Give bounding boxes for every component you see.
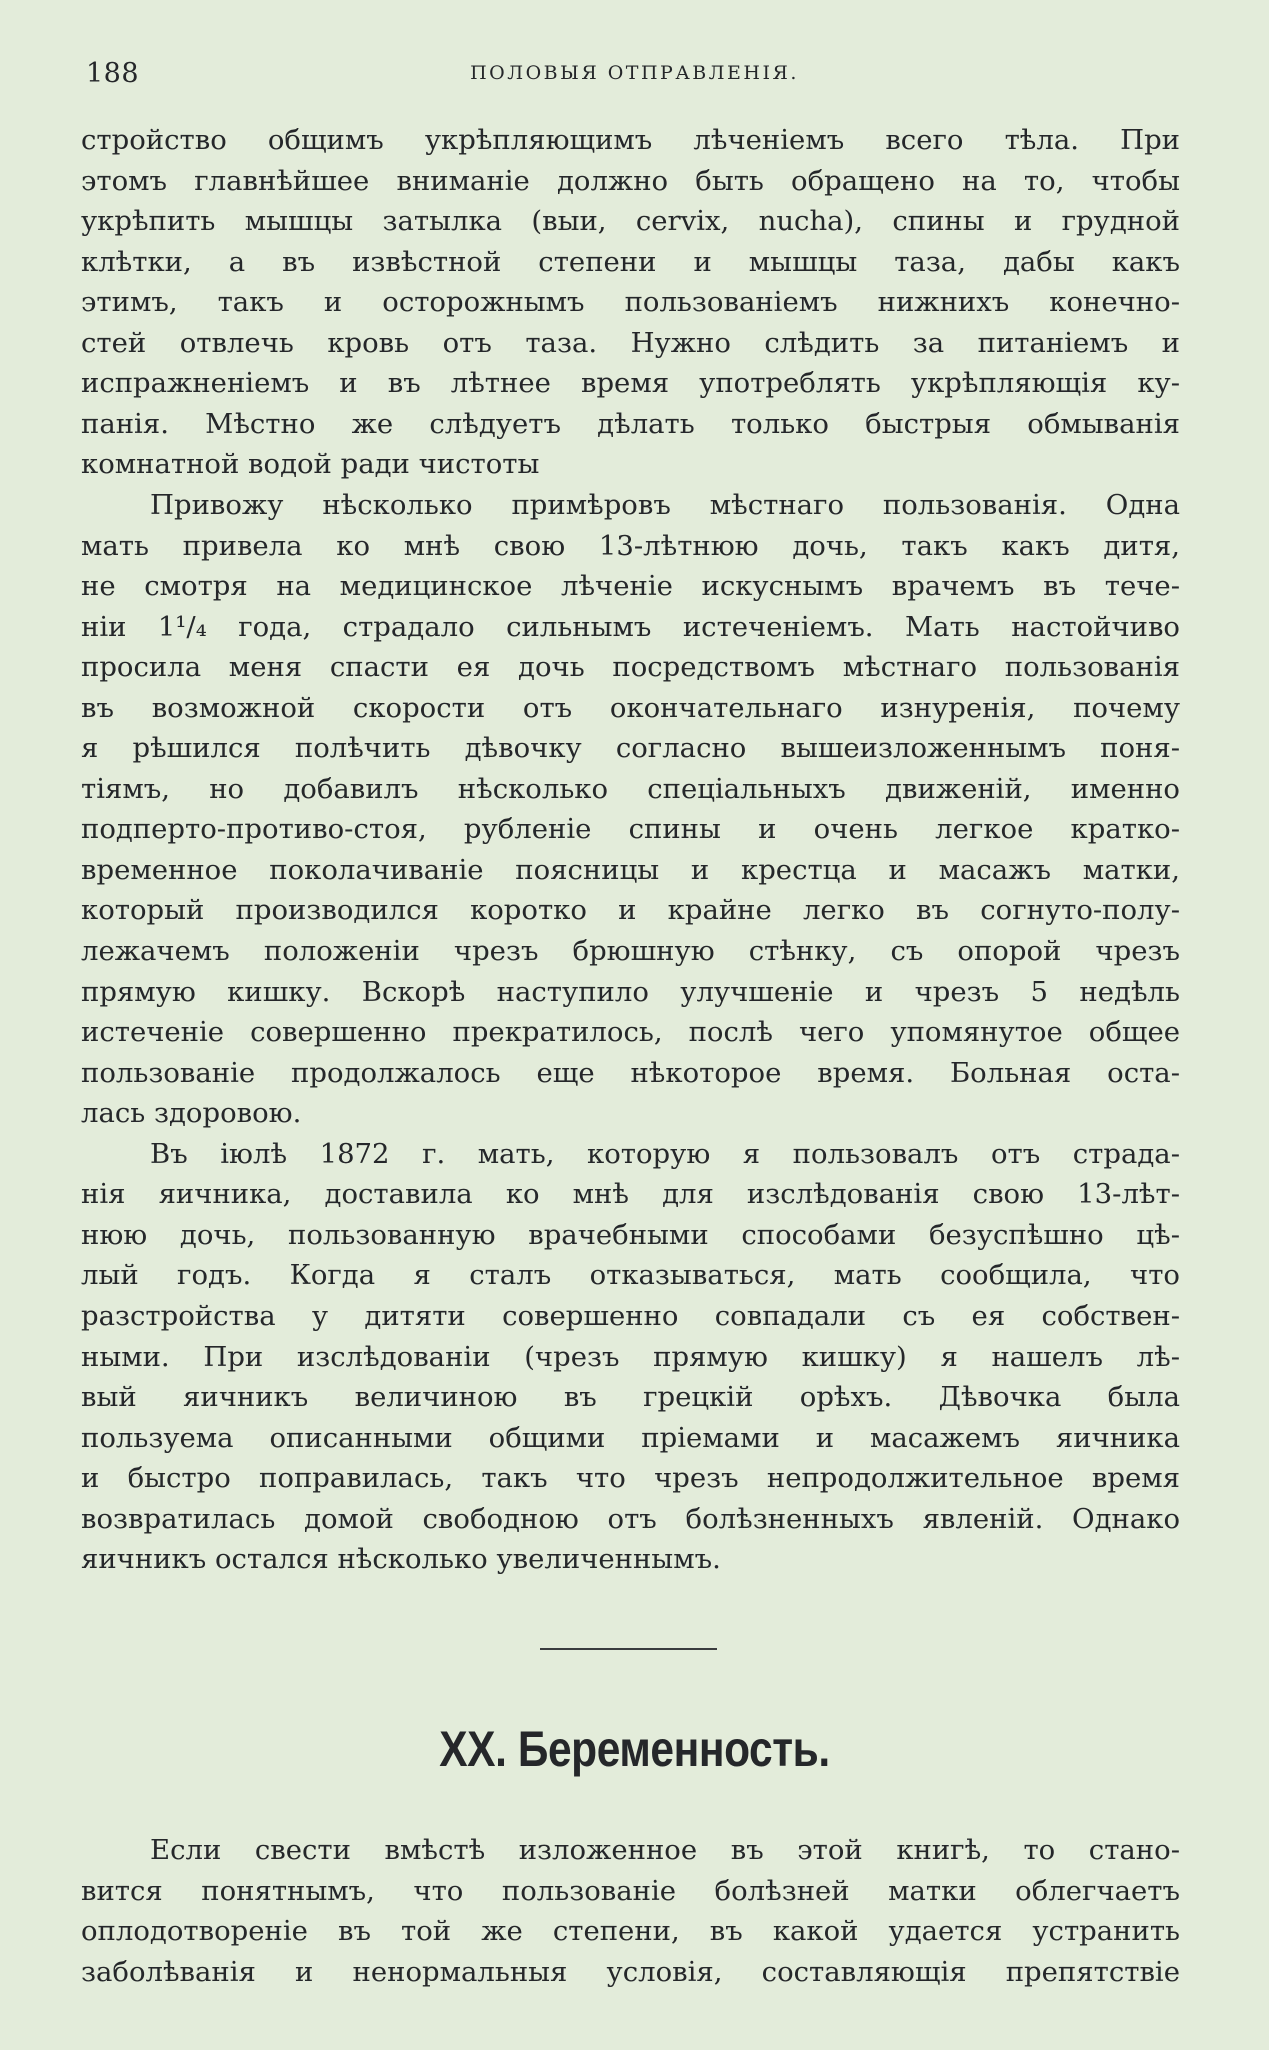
text-line: временное поколачиваніе поясницы и крестца и масажъ матки, <box>81 853 1180 886</box>
text-line: лежачемъ положеніи чрезъ брюшную стѣнку, съ опорой чрезъ <box>81 935 1180 967</box>
text-line: не смотря на медицинское лѣченіе искуснымъ врачемъ въ тече- <box>81 570 1180 603</box>
text-line: вый яичникъ величиною въ грецкій орѣхъ. Дѣвочка была <box>81 1381 1180 1414</box>
text-line: ніи 1¹/₄ года, страдало сильнымъ истеченіемъ. Мать настойчиво <box>81 610 1180 643</box>
text-line: я рѣшился полѣчить дѣвочку согласно вышеизложеннымъ поня- <box>81 732 1180 765</box>
text-line: клѣтки, а въ извѣстной степени и мышцы таза, дабы какъ <box>81 245 1180 278</box>
text-line: прямую кишку. Вскорѣ наступило улучшеніе и чрезъ 5 недѣль <box>81 975 1180 1008</box>
text-line: нюю дочь, пользованную врачебными способами безуспѣшно цѣ- <box>81 1218 1180 1251</box>
text-line: пользованіе продолжалось еще нѣкоторое время. Больная оста- <box>81 1056 1180 1089</box>
text-line: просила меня спасти ея дочь посредствомъ мѣстнаго пользованія <box>81 651 1180 684</box>
text-line: лый годъ. Когда я сталъ отказываться, мать сообщила, что <box>81 1259 1180 1292</box>
text-line: тіямъ, но добавилъ нѣсколько спеціальныхъ движеній, именно <box>81 772 1180 805</box>
text-line: комнатной водой ради чистоты <box>81 448 540 481</box>
text-line: лась здоровою. <box>81 1097 302 1130</box>
text-line: панія. Мѣстно же слѣдуетъ дѣлать только быстрыя обмыванія <box>81 407 1180 440</box>
text-line: этомъ главнѣйшее вниманіе должно быть обращено на то, чтобы <box>81 164 1180 197</box>
page-number: 188 <box>86 58 140 89</box>
text-line: возвратилась домой свободною отъ болѣзненныхъ явленій. Однако <box>81 1502 1180 1535</box>
section-divider <box>540 1648 717 1650</box>
section-text-line: заболѣванія и ненормальныя условія, составляющія препятствіе <box>81 1955 1180 1988</box>
text-line: нія яичника, доставила ко мнѣ для изслѣдованія свою 13-лѣт- <box>81 1178 1180 1211</box>
text-line: истеченіе совершенно прекратилось, послѣ чего упомянутое общее <box>81 1016 1180 1049</box>
text-line: яичникъ остался нѣсколько увеличеннымъ. <box>81 1543 721 1576</box>
text-line: разстройства у дитяти совершенно совпадали съ ея собствен- <box>81 1299 1180 1332</box>
section-text-line: Если свести вмѣстѣ изложенное въ этой книгѣ, то стано- <box>150 1834 1180 1866</box>
text-line: укрѣпить мышцы затылка (выи, cervix, nucha), спины и грудной <box>81 205 1180 238</box>
section-text-line: вится понятнымъ, что пользованіе болѣзней матки облегчаетъ <box>81 1874 1180 1907</box>
section-text-line: оплодотвореніе въ той же степени, въ какой удается устранить <box>81 1915 1180 1947</box>
text-line: стройство общимъ укрѣпляющимъ лѣченіемъ всего тѣла. При <box>81 124 1180 156</box>
text-line: который производился коротко и крайне легко въ согнуто-полу- <box>81 894 1180 927</box>
text-line: испражненіемъ и въ лѣтнее время употреблять укрѣпляющія ку- <box>81 367 1180 400</box>
text-line: этимъ, такъ и осторожнымъ пользованіемъ нижнихъ конечно- <box>81 286 1180 319</box>
text-line: въ возможной скорости отъ окончательнаго изнуренія, почему <box>81 691 1180 724</box>
text-line: и быстро поправилась, такъ что чрезъ непродолжительное время <box>81 1462 1180 1495</box>
text-line: стей отвлечь кровь отъ таза. Нужно слѣдить за питаніемъ и <box>81 326 1180 359</box>
text-line: мать привела ко мнѣ свою 13-лѣтнюю дочь, такъ какъ дитя, <box>81 529 1180 562</box>
section-title: XX. Беременность. <box>439 1721 830 1777</box>
text-line: ными. При изслѣдованіи (чрезъ прямую кишку) я нашелъ лѣ- <box>81 1340 1180 1373</box>
text-line: Въ іюлѣ 1872 г. мать, которую я пользовалъ отъ страда- <box>150 1137 1180 1170</box>
text-line: пользуема описанными общими пріемами и масажемъ яичника <box>81 1421 1180 1454</box>
running-title: ПОЛОВЫЯ ОТПРАВЛЕНІЯ. <box>470 62 799 84</box>
text-line: подперто-противо-стоя, рубленіе спины и очень легкое кратко- <box>81 813 1180 846</box>
text-line: Привожу нѣсколько примѣровъ мѣстнаго пользованія. Одна <box>150 488 1180 521</box>
